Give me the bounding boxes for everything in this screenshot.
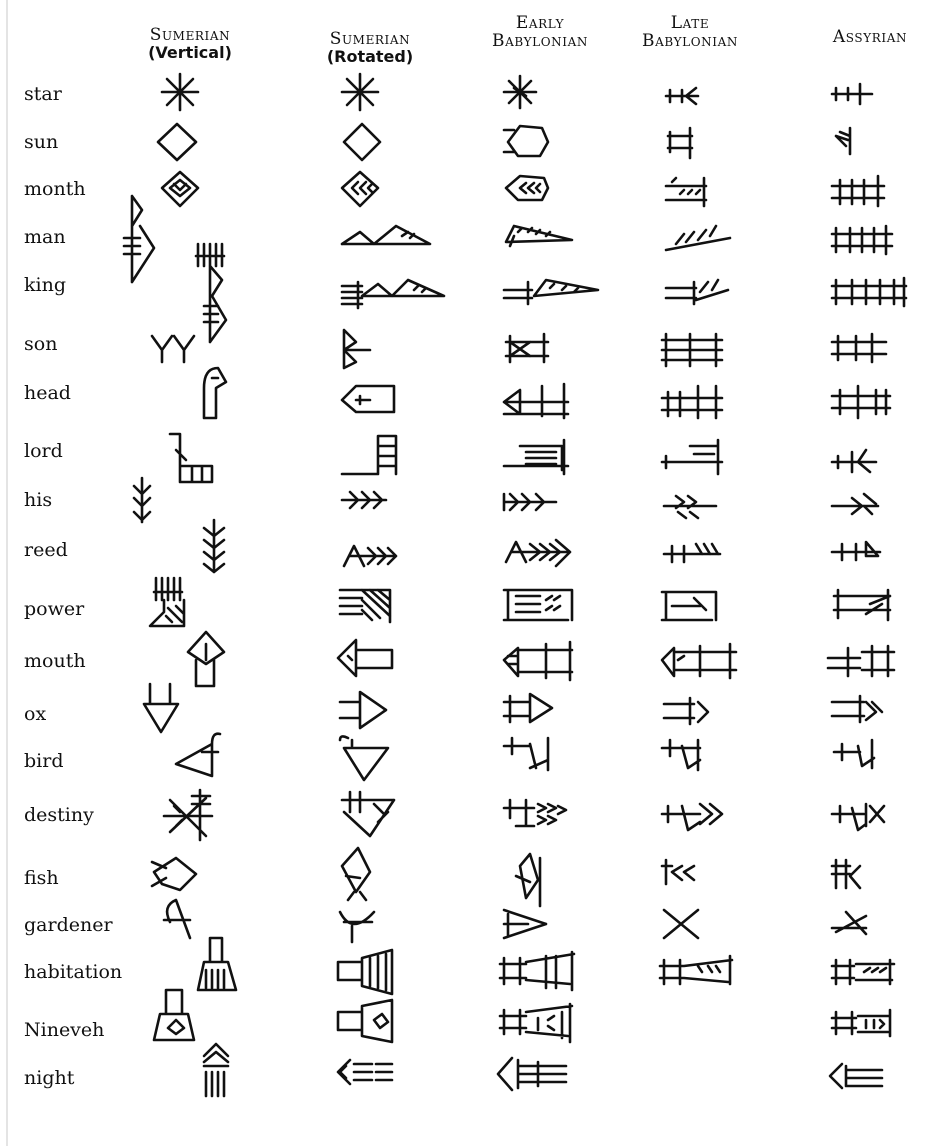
glyph-power-sumerian-vertical bbox=[150, 578, 184, 626]
glyph-night-assyrian bbox=[830, 1064, 882, 1088]
word-ox: ox bbox=[24, 703, 47, 725]
header-sumerian-rotated-line1: Sumerian bbox=[329, 29, 411, 49]
header-sumerian-vertical-line1: Sumerian bbox=[149, 25, 231, 45]
glyph-fish-sumerian-rotated bbox=[342, 848, 370, 900]
glyph-star-assyrian bbox=[832, 84, 872, 104]
glyph-nineveh-assyrian bbox=[832, 1010, 890, 1036]
word-power: power bbox=[24, 598, 85, 620]
word-fish: fish bbox=[24, 867, 59, 889]
glyph-reed-sumerian-vertical bbox=[204, 520, 224, 572]
glyph-star-sumerian-vertical bbox=[162, 74, 198, 110]
glyph-lord-assyrian bbox=[832, 450, 876, 472]
glyph-mouth-early-babylonian bbox=[504, 642, 572, 680]
word-star: star bbox=[24, 83, 62, 105]
word-lord: lord bbox=[24, 440, 63, 462]
glyph-month-assyrian bbox=[832, 176, 884, 206]
header-early-babylonian-line2: Babylonian bbox=[492, 31, 588, 52]
glyph-gardener-late-babylonian bbox=[664, 910, 698, 938]
glyph-son-late-babylonian bbox=[662, 334, 722, 366]
glyph-nineveh-early-babylonian bbox=[500, 1004, 572, 1042]
glyph-star-sumerian-rotated bbox=[342, 74, 378, 110]
glyph-son-sumerian-vertical bbox=[152, 336, 194, 362]
glyph-ox-sumerian-rotated bbox=[340, 692, 386, 728]
glyph-ox-late-babylonian bbox=[664, 698, 708, 724]
glyph-mouth-late-babylonian bbox=[662, 644, 736, 678]
glyph-fish-assyrian bbox=[832, 860, 860, 888]
glyph-fish-early-babylonian bbox=[516, 854, 540, 906]
header-late-babylonian-line2: Babylonian bbox=[642, 31, 738, 52]
word-reed: reed bbox=[24, 539, 68, 561]
glyph-habitation-late-babylonian bbox=[660, 956, 732, 984]
word-month: month bbox=[24, 178, 86, 200]
word-destiny: destiny bbox=[24, 804, 94, 826]
header-late-babylonian-line1: Late bbox=[670, 13, 710, 33]
word-gardener: gardener bbox=[24, 914, 113, 936]
glyph-sun-assyrian bbox=[836, 128, 850, 154]
glyph-sun-late-babylonian bbox=[668, 128, 692, 158]
glyph-man-sumerian-rotated bbox=[342, 226, 430, 244]
glyph-reed-late-babylonian bbox=[664, 544, 720, 562]
glyph-destiny-sumerian-vertical bbox=[164, 790, 212, 840]
glyph-month-late-babylonian bbox=[666, 178, 706, 206]
glyph-sun-sumerian-rotated bbox=[344, 124, 380, 160]
glyph-man-assyrian bbox=[832, 226, 892, 254]
glyph-month-sumerian-vertical bbox=[162, 172, 198, 206]
glyph-night-sumerian-rotated bbox=[338, 1060, 392, 1084]
glyph-ox-assyrian bbox=[832, 696, 882, 722]
glyph-night-early-babylonian bbox=[498, 1058, 566, 1090]
glyph-bird-late-babylonian bbox=[662, 740, 700, 770]
glyph-destiny-assyrian bbox=[832, 804, 884, 830]
glyph-ox-early-babylonian bbox=[504, 694, 552, 722]
glyph-man-late-babylonian bbox=[666, 226, 730, 250]
word-night: night bbox=[24, 1067, 75, 1089]
header-assyrian-line1: Assyrian bbox=[832, 27, 908, 47]
glyph-bird-early-babylonian bbox=[504, 738, 548, 770]
glyph-his-sumerian-vertical bbox=[134, 478, 150, 522]
glyph-reed-early-babylonian bbox=[506, 540, 570, 566]
glyph-king-sumerian-rotated bbox=[342, 280, 444, 308]
glyph-habitation-sumerian-rotated bbox=[338, 950, 392, 994]
glyph-his-assyrian bbox=[832, 494, 878, 514]
glyph-his-late-babylonian bbox=[664, 496, 716, 518]
glyph-habitation-early-babylonian bbox=[500, 952, 574, 990]
glyph-gardener-early-babylonian bbox=[504, 910, 546, 938]
glyph-ox-sumerian-vertical bbox=[144, 684, 178, 732]
word-his: his bbox=[24, 489, 53, 511]
glyph-head-early-babylonian bbox=[504, 384, 568, 418]
glyph-lord-late-babylonian bbox=[662, 440, 722, 474]
glyph-king-early-babylonian bbox=[504, 280, 598, 304]
glyph-habitation-sumerian-vertical bbox=[198, 938, 236, 990]
word-habitation: habitation bbox=[24, 961, 123, 983]
glyph-fish-sumerian-vertical bbox=[152, 858, 196, 890]
glyph-destiny-early-babylonian bbox=[504, 800, 566, 826]
word-sun: sun bbox=[24, 131, 59, 153]
glyph-lord-sumerian-vertical bbox=[170, 434, 212, 482]
glyph-sun-sumerian-vertical bbox=[158, 124, 196, 160]
header-early-babylonian-line1: Early bbox=[515, 13, 565, 33]
word-son: son bbox=[24, 333, 58, 355]
glyph-king-assyrian bbox=[832, 278, 906, 306]
glyph-bird-sumerian-rotated bbox=[340, 736, 388, 780]
glyph-king-sumerian-vertical bbox=[196, 244, 226, 342]
glyph-power-sumerian-rotated bbox=[340, 590, 390, 622]
glyph-night-sumerian-vertical bbox=[204, 1044, 228, 1096]
glyph-month-sumerian-rotated bbox=[342, 172, 378, 206]
glyph-mouth-sumerian-vertical bbox=[188, 632, 224, 686]
glyph-his-sumerian-rotated bbox=[342, 492, 386, 508]
glyph-lord-early-babylonian bbox=[504, 440, 568, 474]
glyph-his-early-babylonian bbox=[504, 494, 556, 510]
glyph-head-sumerian-vertical bbox=[204, 368, 226, 418]
word-nineveh: Nineveh bbox=[24, 1019, 105, 1041]
glyph-son-sumerian-rotated bbox=[344, 330, 370, 368]
glyph-power-early-babylonian bbox=[504, 590, 572, 620]
glyph-man-early-babylonian bbox=[506, 226, 572, 246]
glyph-gardener-assyrian bbox=[832, 912, 866, 934]
glyph-star-early-babylonian bbox=[504, 76, 536, 108]
glyph-fish-late-babylonian bbox=[662, 860, 694, 884]
glyph-nineveh-sumerian-rotated bbox=[338, 1000, 392, 1042]
glyph-lord-sumerian-rotated bbox=[342, 436, 396, 474]
glyph-power-assyrian bbox=[834, 590, 890, 620]
glyph-reed-assyrian bbox=[832, 542, 880, 560]
word-man: man bbox=[24, 226, 66, 248]
glyph-gardener-sumerian-vertical bbox=[164, 900, 190, 938]
glyph-bird-assyrian bbox=[834, 740, 874, 768]
word-mouth: mouth bbox=[24, 650, 86, 672]
glyph-bird-sumerian-vertical bbox=[176, 734, 220, 776]
glyph-head-sumerian-rotated bbox=[342, 386, 394, 412]
glyph-gardener-sumerian-rotated bbox=[340, 912, 374, 942]
glyph-destiny-sumerian-rotated bbox=[342, 792, 394, 836]
glyph-month-early-babylonian bbox=[506, 176, 548, 200]
header-sumerian-rotated-line2: (Rotated) bbox=[326, 47, 414, 67]
glyph-son-early-babylonian bbox=[506, 334, 548, 362]
glyph-head-late-babylonian bbox=[662, 386, 722, 418]
word-bird: bird bbox=[24, 750, 64, 772]
header-sumerian-vertical-line2: (Vertical) bbox=[148, 43, 232, 63]
glyph-man-sumerian-vertical bbox=[124, 196, 154, 282]
glyph-mouth-sumerian-rotated bbox=[338, 640, 392, 676]
word-king: king bbox=[24, 274, 66, 296]
glyph-reed-sumerian-rotated bbox=[344, 546, 396, 566]
glyph-nineveh-sumerian-vertical bbox=[154, 990, 194, 1040]
glyph-head-assyrian bbox=[832, 386, 890, 418]
glyph-sun-early-babylonian bbox=[504, 126, 548, 156]
glyph-power-late-babylonian bbox=[662, 592, 716, 620]
glyph-star-late-babylonian bbox=[666, 88, 698, 104]
glyph-destiny-late-babylonian bbox=[662, 804, 722, 830]
word-head: head bbox=[24, 382, 71, 404]
glyph-mouth-assyrian bbox=[828, 646, 894, 676]
glyph-habitation-assyrian bbox=[832, 960, 894, 984]
glyph-son-assyrian bbox=[832, 334, 886, 362]
glyph-king-late-babylonian bbox=[666, 280, 728, 304]
